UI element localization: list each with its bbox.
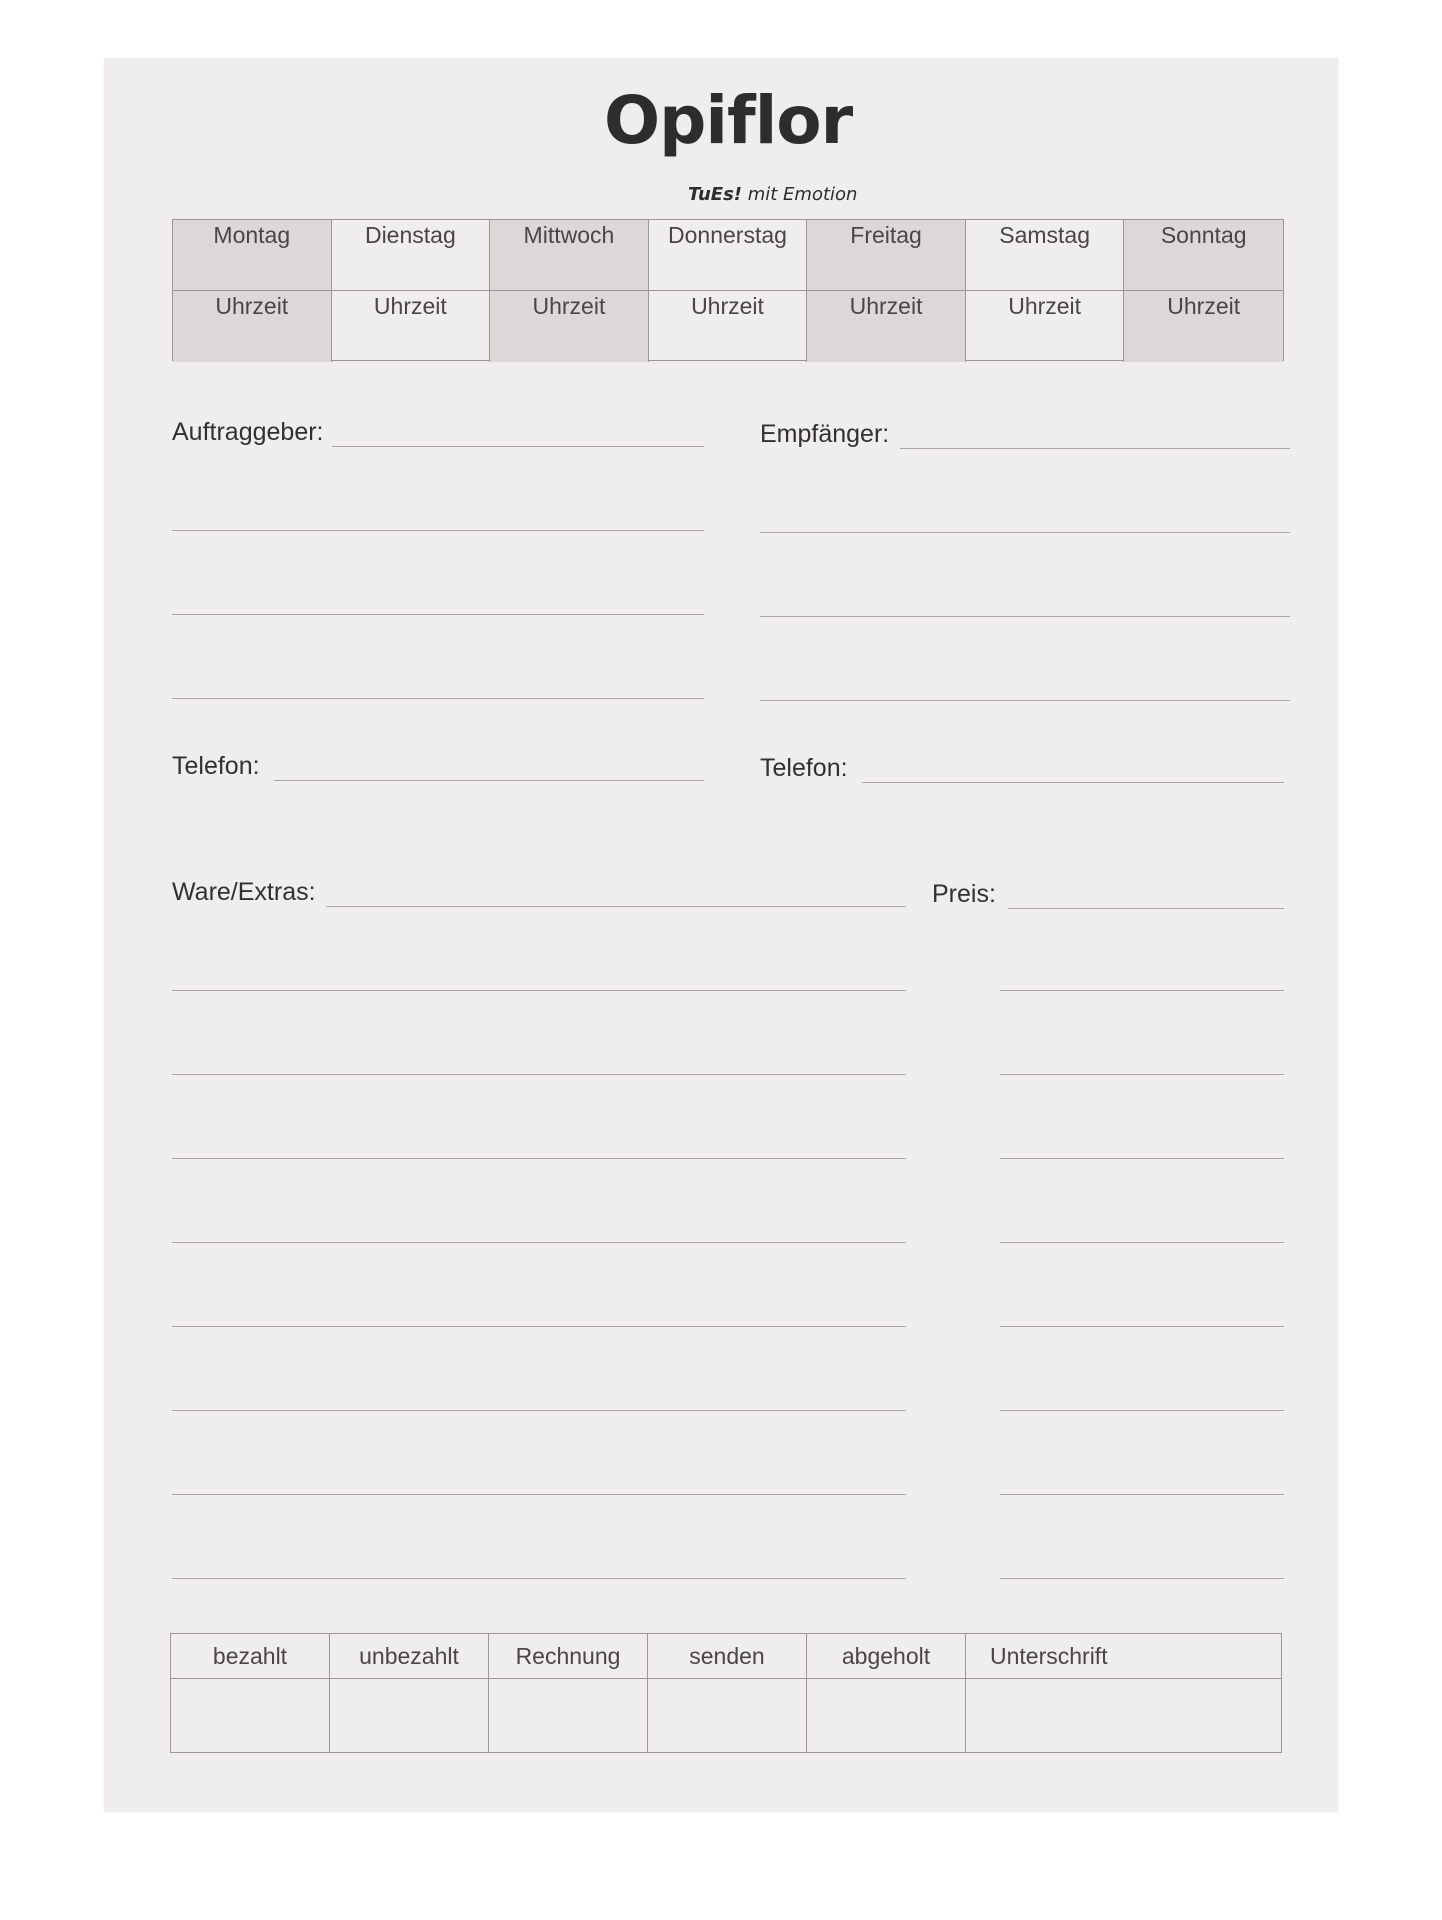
day-cell-sunday[interactable]: Sonntag	[1124, 220, 1283, 291]
price-line-6[interactable]	[1000, 1326, 1284, 1327]
logo-tagline-rest: mit Emotion	[742, 184, 858, 205]
status-header-send: senden	[648, 1634, 807, 1679]
client-label: Auftraggeber:	[172, 418, 324, 446]
client-line-4[interactable]	[172, 698, 704, 699]
status-header-paid: bezahlt	[171, 1634, 330, 1679]
time-cell-tuesday[interactable]: Uhrzeit	[332, 291, 491, 362]
time-cell-friday[interactable]: Uhrzeit	[807, 291, 966, 362]
status-box-paid[interactable]	[171, 1679, 330, 1752]
opiflor-logo	[604, 82, 864, 205]
price-line-3[interactable]	[1000, 1074, 1284, 1075]
logo-tagline	[688, 184, 857, 205]
day-cell-friday[interactable]: Freitag	[807, 220, 966, 291]
goods-line-3[interactable]	[172, 1074, 906, 1075]
status-box-invoice[interactable]	[489, 1679, 648, 1752]
status-box-unpaid[interactable]	[330, 1679, 489, 1752]
day-cell-thursday[interactable]: Donnerstag	[649, 220, 808, 291]
goods-line-8[interactable]	[172, 1494, 906, 1495]
status-header-invoice: Rechnung	[489, 1634, 648, 1679]
price-line-2[interactable]	[1000, 990, 1284, 991]
client-line-3[interactable]	[172, 614, 704, 615]
goods-line-9[interactable]	[172, 1578, 906, 1579]
price-line-5[interactable]	[1000, 1242, 1284, 1243]
day-cell-wednesday[interactable]: Mittwoch	[490, 220, 649, 291]
status-header-unpaid: unbezahlt	[330, 1634, 489, 1679]
recipient-phone-line[interactable]	[862, 782, 1284, 783]
goods-line-4[interactable]	[172, 1158, 906, 1159]
goods-line-6[interactable]	[172, 1326, 906, 1327]
day-cell-tuesday[interactable]: Dienstag	[332, 220, 491, 291]
time-cell-wednesday[interactable]: Uhrzeit	[490, 291, 649, 362]
time-cell-thursday[interactable]: Uhrzeit	[649, 291, 808, 362]
goods-line-5[interactable]	[172, 1242, 906, 1243]
price-line-8[interactable]	[1000, 1494, 1284, 1495]
price-line-9[interactable]	[1000, 1578, 1284, 1579]
day-cell-monday[interactable]: Montag	[173, 220, 332, 291]
logo-tagline-bold: TuEs!	[688, 184, 742, 205]
recipient-line-4[interactable]	[760, 700, 1290, 701]
price-line-7[interactable]	[1000, 1410, 1284, 1411]
client-line-2[interactable]	[172, 530, 704, 531]
status-header-picked-up: abgeholt	[807, 1634, 966, 1679]
time-cell-saturday[interactable]: Uhrzeit	[966, 291, 1125, 362]
status-box-picked-up[interactable]	[807, 1679, 966, 1752]
time-cell-sunday[interactable]: Uhrzeit	[1124, 291, 1283, 362]
status-table	[170, 1633, 1282, 1753]
recipient-line-1[interactable]	[900, 448, 1290, 449]
recipient-line-3[interactable]	[760, 616, 1290, 617]
goods-label: Ware/Extras:	[172, 878, 316, 906]
client-line-1[interactable]	[332, 446, 704, 447]
price-label: Preis:	[932, 880, 996, 908]
order-form-sheet	[104, 58, 1338, 1812]
status-box-send[interactable]	[648, 1679, 807, 1752]
weekday-table	[172, 219, 1284, 361]
time-cell-monday[interactable]: Uhrzeit	[173, 291, 332, 362]
status-header-signature: Unterschrift	[966, 1634, 1281, 1679]
goods-line-1[interactable]	[326, 906, 906, 907]
goods-line-7[interactable]	[172, 1410, 906, 1411]
recipient-label: Empfänger:	[760, 420, 890, 448]
signature-box[interactable]	[966, 1679, 1281, 1752]
goods-line-2[interactable]	[172, 990, 906, 991]
client-phone-line[interactable]	[274, 780, 704, 781]
logo-name: Opiflor	[604, 82, 853, 159]
client-phone-label: Telefon:	[172, 752, 260, 780]
price-line-4[interactable]	[1000, 1158, 1284, 1159]
day-cell-saturday[interactable]: Samstag	[966, 220, 1125, 291]
price-line-1[interactable]	[1008, 908, 1284, 909]
recipient-phone-label: Telefon:	[760, 754, 848, 782]
recipient-line-2[interactable]	[760, 532, 1290, 533]
